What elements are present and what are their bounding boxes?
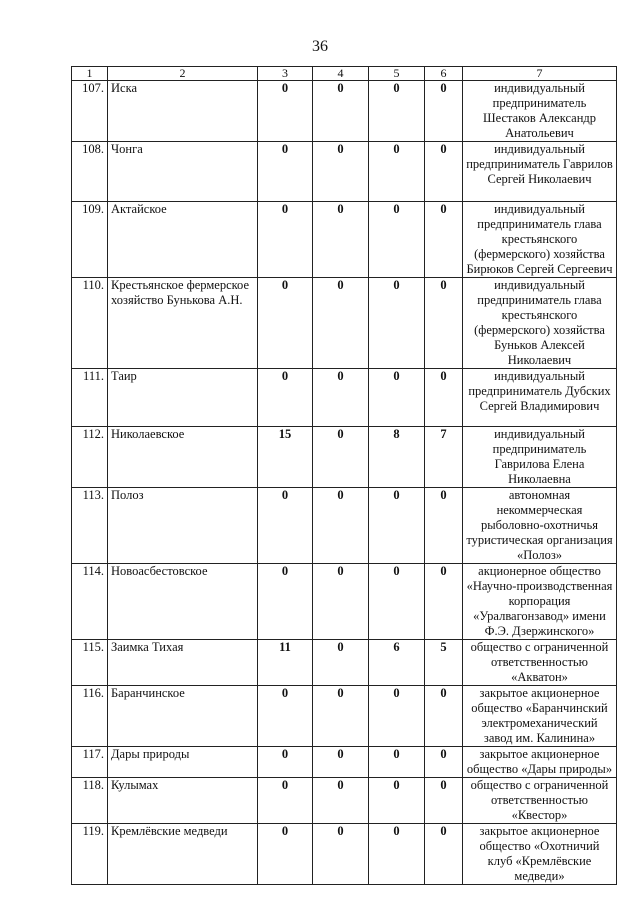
column-4-value: 0: [313, 778, 369, 824]
row-number: 114.: [72, 564, 108, 640]
table-row: [72, 202, 617, 278]
table-header-row: [72, 67, 617, 81]
row-number: 111.: [72, 369, 108, 427]
table-row: [72, 142, 617, 202]
row-number: 109.: [72, 202, 108, 278]
table-row: [72, 564, 617, 640]
column-6-value: 0: [425, 778, 463, 824]
table-row: [72, 488, 617, 564]
organization-name: индивидуальный предприниматель глава крестьянского (фермерского) хозяйства Буньков Алексей Николаевич: [463, 278, 617, 369]
column-5-value: 0: [369, 202, 425, 278]
table-row: [72, 686, 617, 747]
column-5-value: 0: [369, 824, 425, 885]
organization-name: индивидуальный предприниматель Гаврилов Сергей Николаевич: [463, 142, 617, 202]
hunting-ground-name: Иска: [108, 81, 258, 142]
column-6-value: 0: [425, 81, 463, 142]
organization-name: общество с ограниченной ответственностью «Акватон»: [463, 640, 617, 686]
column-5-value: 8: [369, 427, 425, 488]
column-3-value: 0: [258, 488, 313, 564]
table-row: [72, 369, 617, 427]
hunting-ground-name: Баранчинское: [108, 686, 258, 747]
column-5-value: 0: [369, 778, 425, 824]
column-5-value: 0: [369, 278, 425, 369]
organization-name: индивидуальный предприниматель глава крестьянского (фермерского) хозяйства Бирюков Сергей Сергеевич: [463, 202, 617, 278]
column-3-value: 0: [258, 278, 313, 369]
hunting-ground-name: Актайское: [108, 202, 258, 278]
column-6-value: 0: [425, 488, 463, 564]
column-5-value: 0: [369, 747, 425, 778]
column-4-value: 0: [313, 640, 369, 686]
column-5-value: 0: [369, 81, 425, 142]
column-3-value: 0: [258, 747, 313, 778]
table-row: [72, 278, 617, 369]
table-row: [72, 81, 617, 142]
column-header: 6: [425, 67, 463, 81]
column-3-value: 0: [258, 81, 313, 142]
row-number: 110.: [72, 278, 108, 369]
hunting-ground-name: Заимка Тихая: [108, 640, 258, 686]
column-3-value: 0: [258, 778, 313, 824]
column-4-value: 0: [313, 686, 369, 747]
column-4-value: 0: [313, 488, 369, 564]
row-number: 107.: [72, 81, 108, 142]
column-4-value: 0: [313, 564, 369, 640]
hunting-ground-name: Чонга: [108, 142, 258, 202]
organization-name: закрытое акционерное общество «Дары природы»: [463, 747, 617, 778]
column-3-value: 15: [258, 427, 313, 488]
row-number: 119.: [72, 824, 108, 885]
row-number: 113.: [72, 488, 108, 564]
organization-name: акционерное общество «Научно-производственная корпорация «Уралвагонзавод» имени Ф.Э. Дзержинского»: [463, 564, 617, 640]
column-4-value: 0: [313, 202, 369, 278]
column-3-value: 0: [258, 369, 313, 427]
column-4-value: 0: [313, 142, 369, 202]
column-header: 3: [258, 67, 313, 81]
column-3-value: 11: [258, 640, 313, 686]
column-6-value: 0: [425, 369, 463, 427]
column-5-value: 0: [369, 142, 425, 202]
column-header: 5: [369, 67, 425, 81]
hunting-ground-name: Николаевское: [108, 427, 258, 488]
hunting-ground-name: Таир: [108, 369, 258, 427]
table-row: [72, 427, 617, 488]
hunting-ground-name: Полоз: [108, 488, 258, 564]
column-6-value: 0: [425, 278, 463, 369]
hunting-ground-name: Кулымах: [108, 778, 258, 824]
column-3-value: 0: [258, 824, 313, 885]
hunting-ground-name: Дары природы: [108, 747, 258, 778]
row-number: 115.: [72, 640, 108, 686]
column-5-value: 6: [369, 640, 425, 686]
column-3-value: 0: [258, 686, 313, 747]
row-number: 108.: [72, 142, 108, 202]
row-number: 118.: [72, 778, 108, 824]
table-body: [72, 81, 617, 885]
column-header: 1: [72, 67, 108, 81]
hunting-ground-name: Крестьянское фермерское хозяйство Бунькова А.Н.: [108, 278, 258, 369]
organization-name: закрытое акционерное общество «Баранчинский электромеханический завод им. Калинина»: [463, 686, 617, 747]
table-row: [72, 824, 617, 885]
column-5-value: 0: [369, 488, 425, 564]
organization-name: индивидуальный предприниматель Дубских Сергей Владимирович: [463, 369, 617, 427]
organization-name: индивидуальный предприниматель Шестаков Александр Анатольевич: [463, 81, 617, 142]
column-header: 4: [313, 67, 369, 81]
column-4-value: 0: [313, 278, 369, 369]
column-3-value: 0: [258, 564, 313, 640]
column-6-value: 7: [425, 427, 463, 488]
row-number: 112.: [72, 427, 108, 488]
organization-name: закрытое акционерное общество «Охотничий клуб «Кремлёвские медведи»: [463, 824, 617, 885]
column-5-value: 0: [369, 564, 425, 640]
organization-name: общество с ограниченной ответственностью «Квестор»: [463, 778, 617, 824]
column-6-value: 0: [425, 202, 463, 278]
table-row: [72, 747, 617, 778]
column-6-value: 0: [425, 686, 463, 747]
hunting-ground-name: Кремлёвские медведи: [108, 824, 258, 885]
column-6-value: 0: [425, 142, 463, 202]
column-header: 2: [108, 67, 258, 81]
row-number: 117.: [72, 747, 108, 778]
column-5-value: 0: [369, 369, 425, 427]
column-4-value: 0: [313, 427, 369, 488]
column-4-value: 0: [313, 824, 369, 885]
organization-name: индивидуальный предприниматель Гаврилова Елена Николаевна: [463, 427, 617, 488]
table-row: [72, 778, 617, 824]
column-5-value: 0: [369, 686, 425, 747]
column-3-value: 0: [258, 202, 313, 278]
column-6-value: 0: [425, 564, 463, 640]
organization-name: автономная некоммерческая рыболовно-охотничья туристическая организация «Полоз»: [463, 488, 617, 564]
column-6-value: 0: [425, 747, 463, 778]
table-row: [72, 640, 617, 686]
row-number: 116.: [72, 686, 108, 747]
column-header: 7: [463, 67, 617, 81]
column-6-value: 0: [425, 824, 463, 885]
column-3-value: 0: [258, 142, 313, 202]
column-4-value: 0: [313, 747, 369, 778]
column-6-value: 5: [425, 640, 463, 686]
column-4-value: 0: [313, 369, 369, 427]
page-number: 36: [312, 38, 328, 55]
column-4-value: 0: [313, 81, 369, 142]
hunting-grounds-table: [71, 66, 617, 885]
hunting-ground-name: Новоасбестовское: [108, 564, 258, 640]
